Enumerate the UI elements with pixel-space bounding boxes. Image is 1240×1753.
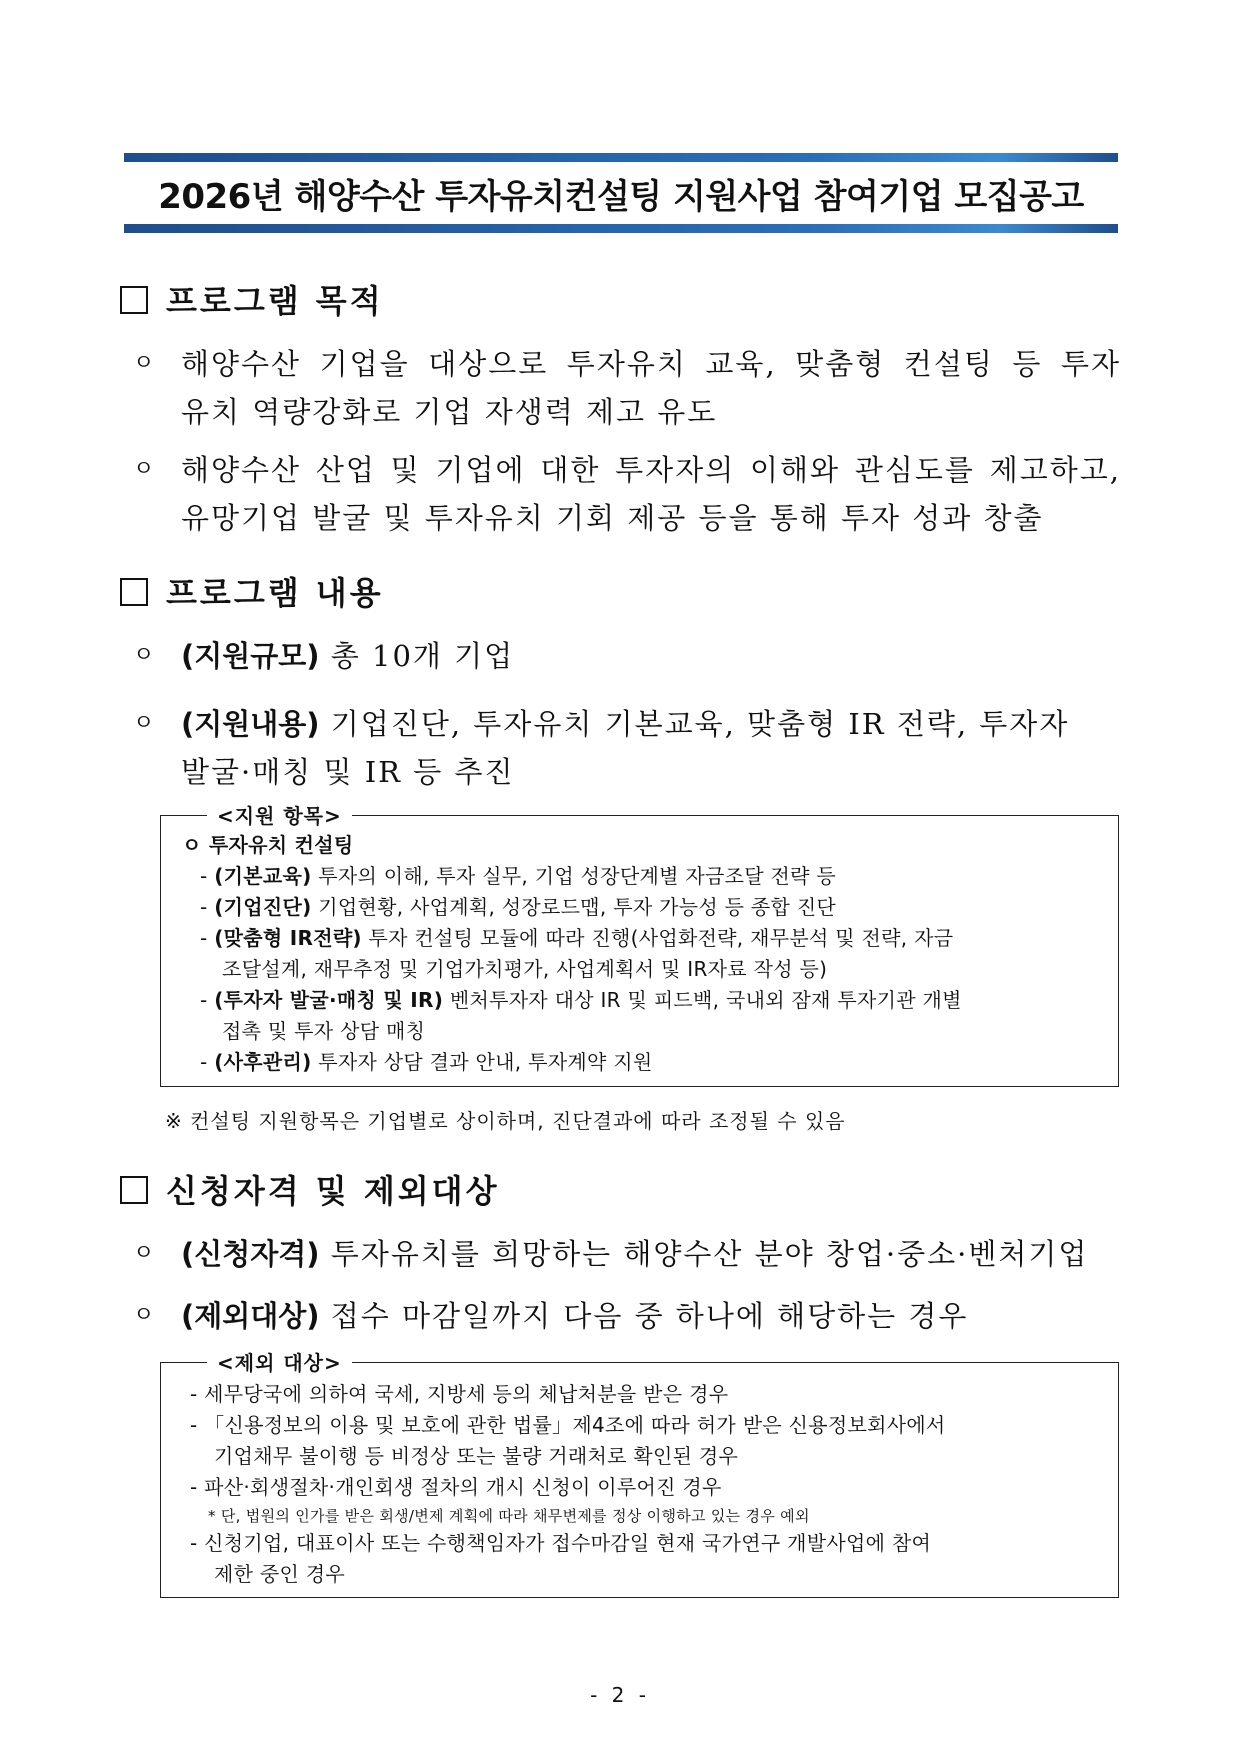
box-line: - (사후관리) 투자자 상담 결과 안내, 투자계약 지원 — [200, 1050, 653, 1074]
box-line: - (맞춤형 IR전략) 투자 컨설팅 모듈에 따라 진행(사업화전략, 재무분석 및 전략, 자금 — [200, 926, 954, 950]
box-line-continued: 기업채무 불이행 등 비정상 또는 불량 거래처로 확인된 경우 — [214, 1444, 739, 1468]
list-item: ㅇ (지원내용) 기업진단, 투자유치 기본교육, 맞춤형 IR 전략, 투자자 발굴·매칭 및 IR 등 추진 — [133, 700, 1123, 796]
section-heading-purpose: 프로그램 목적 — [120, 276, 384, 322]
title-bar-bottom — [124, 224, 1118, 233]
exclusion-legend: <제외 대상> — [207, 1347, 352, 1376]
page-number: - 2 - — [590, 1683, 650, 1707]
box-line: - (투자자 발굴·매칭 및 IR) 벤처투자자 대상 IR 및 피드백, 국내외 잠재 투자기관 개별 — [200, 988, 962, 1012]
box-line: - 신청기업, 대표이사 또는 수행책임자가 접수마감일 현재 국가연구 개발사업에 참여 — [190, 1531, 932, 1555]
box-item-title: ㅇ 투자유치 컨설팅 — [182, 833, 354, 857]
circle-bullet-icon: ㅇ — [133, 457, 157, 482]
support-items-legend: <지원 항목> — [207, 800, 352, 829]
page-title: 2026년 해양수산 투자유치컨설팅 지원사업 참여기업 모집공고 — [158, 177, 1084, 217]
checkbox-square-icon — [120, 1176, 148, 1204]
circle-bullet-icon: ㅇ — [133, 643, 157, 668]
circle-bullet-icon: ㅇ — [133, 1303, 157, 1328]
checkbox-square-icon — [120, 286, 148, 314]
circle-bullet-icon: ㅇ — [133, 351, 157, 376]
section-heading-eligibility: 신청자격 및 제외대상 — [120, 1166, 500, 1212]
box-line: - (기본교육) 투자의 이해, 투자 실무, 기업 성장단계별 자금조달 전략 등 — [200, 864, 837, 888]
title-banner — [124, 153, 1118, 233]
box-footnote: * 단, 법원의 인가를 받은 회생/변제 계획에 따라 채무변제를 정상 이행하고 있는 경우 예외 — [208, 1507, 810, 1525]
consulting-note: ※ 컨설팅 지원항목은 기업별로 상이하며, 진단결과에 따라 조정될 수 있음 — [165, 1109, 846, 1133]
box-line: - 세무당국에 의하여 국세, 지방세 등의 체납처분을 받은 경우 — [190, 1382, 729, 1406]
circle-bullet-icon: ㅇ — [133, 1241, 157, 1266]
circle-bullet-icon: ㅇ — [133, 711, 157, 736]
box-line-continued: 조달설계, 재무추정 및 기업가치평가, 사업계획서 및 IR자료 작성 등) — [222, 957, 828, 981]
checkbox-square-icon — [120, 578, 148, 606]
section-heading-content: 프로그램 내용 — [120, 568, 384, 614]
box-line: - 파산·회생절차·개인회생 절차의 개시 신청이 이루어진 경우 — [190, 1475, 722, 1499]
box-line: - (기업진단) 기업현황, 사업계획, 성장로드맵, 투자 가능성 등 종합 진단 — [200, 895, 837, 919]
title-bar-top — [124, 153, 1118, 162]
list-item: ㅇ 해양수산 산업 및 기업에 대한 투자자의 이해와 관심도를 제고하고, 유망기업 발굴 및 투자유치 기회 제공 등을 통해 투자 성과 창출 — [133, 446, 1123, 542]
box-line-continued: 접촉 및 투자 상담 매칭 — [222, 1019, 426, 1043]
list-item: ㅇ 해양수산 기업을 대상으로 투자유치 교육, 맞춤형 컨설팅 등 투자 유치 역량강화로 기업 자생력 제고 유도 — [133, 340, 1123, 436]
box-line: - 「신용정보의 이용 및 보호에 관한 법률」제4조에 따라 허가 받은 신용정보회사에서 — [190, 1413, 946, 1437]
box-line-continued: 제한 중인 경우 — [214, 1562, 346, 1586]
